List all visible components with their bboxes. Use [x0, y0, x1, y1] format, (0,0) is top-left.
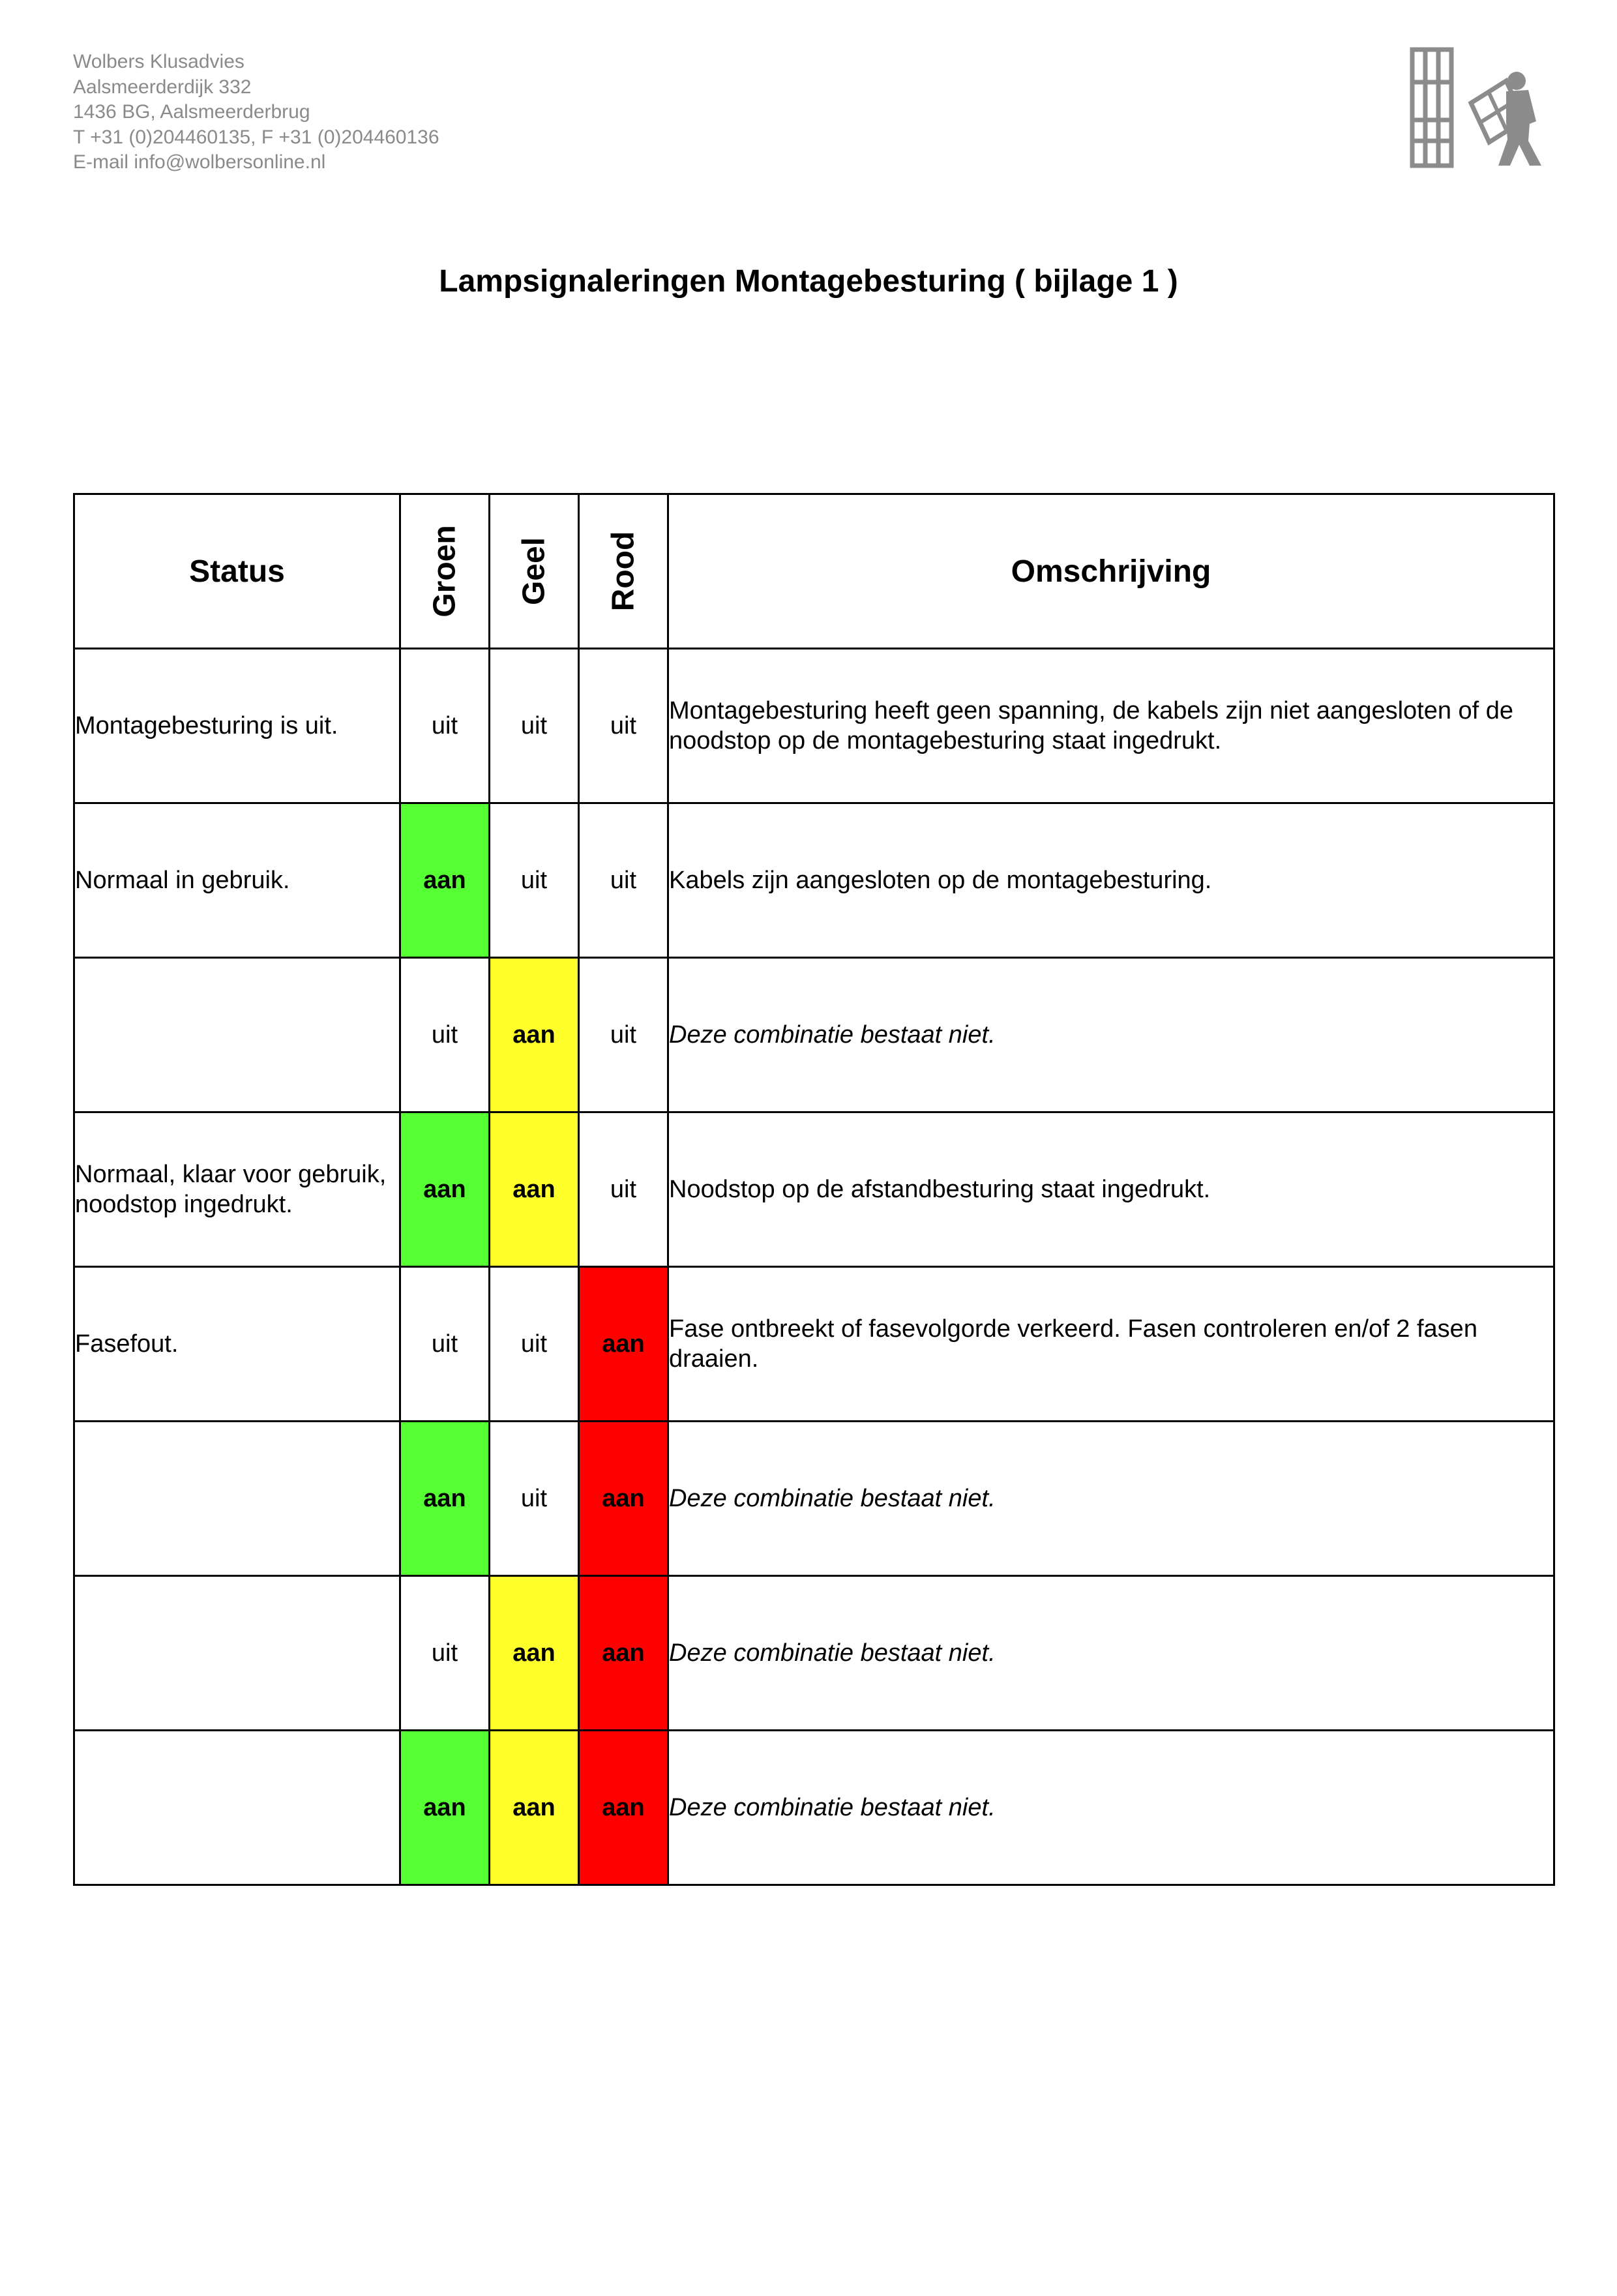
postal-city: 1436 BG, Aalsmeerderbrug	[73, 101, 310, 123]
company-logo	[1408, 43, 1545, 174]
geel-lamp-cell: uit	[490, 649, 579, 803]
street-address: Aalsmeerderdijk 332	[73, 76, 252, 98]
rood-lamp-cell: uit	[579, 958, 668, 1112]
table-header-row	[74, 494, 1554, 649]
geel-lamp-cell: uit	[490, 1422, 579, 1576]
rood-lamp-cell: uit	[579, 1112, 668, 1267]
geel-lamp-cell: aan	[490, 958, 579, 1112]
geel-lamp-cell: aan	[490, 1731, 579, 1885]
geel-lamp-cell: aan	[490, 1112, 579, 1267]
description-cell: Deze combinatie bestaat niet.	[668, 958, 1554, 1112]
table-row	[74, 1576, 1554, 1731]
header-geel-label: Geel	[516, 537, 552, 606]
table-row	[74, 958, 1554, 1112]
table-row	[74, 1731, 1554, 1885]
header-status: Status	[74, 494, 400, 649]
header-groen	[400, 494, 490, 649]
header-rood	[579, 494, 668, 649]
rood-lamp-cell: uit	[579, 803, 668, 958]
groen-lamp-cell: aan	[400, 803, 490, 958]
header-omschrijving: Omschrijving	[668, 494, 1554, 649]
status-cell: Fasefout.	[74, 1267, 400, 1422]
table-body	[74, 649, 1554, 1885]
groen-lamp-cell: uit	[400, 649, 490, 803]
description-cell: Fase ontbreekt of fasevolgorde verkeerd. Fasen controleren en/of 2 fasen draaien.	[668, 1267, 1554, 1422]
status-cell: Montagebesturing is uit.	[74, 649, 400, 803]
table-row	[74, 803, 1554, 958]
description-cell: Noodstop op de afstandbesturing staat ingedrukt.	[668, 1112, 1554, 1267]
description-cell: Deze combinatie bestaat niet.	[668, 1731, 1554, 1885]
table-row	[74, 1422, 1554, 1576]
rood-lamp-cell: aan	[579, 1422, 668, 1576]
header-rood-label: Rood	[606, 531, 641, 612]
company-name: Wolbers Klusadvies	[73, 51, 245, 72]
description-cell: Montagebesturing heeft geen spanning, de kabels zijn niet aangesloten of de noodstop op de montagebesturing staat ingedrukt.	[668, 649, 1554, 803]
email-line: E-mail info@wolbersonline.nl	[73, 151, 326, 173]
description-cell: Deze combinatie bestaat niet.	[668, 1576, 1554, 1731]
rood-lamp-cell: aan	[579, 1731, 668, 1885]
groen-lamp-cell: uit	[400, 958, 490, 1112]
status-cell: Normaal in gebruik.	[74, 803, 400, 958]
groen-lamp-cell: aan	[400, 1731, 490, 1885]
header-groen-label: Groen	[427, 525, 462, 618]
geel-lamp-cell: aan	[490, 1576, 579, 1731]
groen-lamp-cell: aan	[400, 1112, 490, 1267]
phone-fax: T +31 (0)204460135, F +31 (0)204460136	[73, 126, 439, 148]
document-title: Lampsignaleringen Montagebesturing ( bijlage 1 )	[439, 264, 1178, 299]
window-installer-logo-icon	[1408, 43, 1545, 171]
rood-lamp-cell: uit	[579, 649, 668, 803]
company-address	[73, 50, 439, 175]
status-cell	[74, 1422, 400, 1576]
lamp-signal-table	[73, 493, 1555, 1886]
status-cell: Normaal, klaar voor gebruik, noodstop ingedrukt.	[74, 1112, 400, 1267]
groen-lamp-cell: uit	[400, 1576, 490, 1731]
status-cell	[74, 958, 400, 1112]
status-cell	[74, 1731, 400, 1885]
table-row	[74, 1267, 1554, 1422]
rood-lamp-cell: aan	[579, 1267, 668, 1422]
status-cell	[74, 1576, 400, 1731]
geel-lamp-cell: uit	[490, 1267, 579, 1422]
groen-lamp-cell: aan	[400, 1422, 490, 1576]
description-cell: Deze combinatie bestaat niet.	[668, 1422, 1554, 1576]
description-cell: Kabels zijn aangesloten op de montagebesturing.	[668, 803, 1554, 958]
geel-lamp-cell: uit	[490, 803, 579, 958]
table-row	[74, 649, 1554, 803]
table-row	[74, 1112, 1554, 1267]
groen-lamp-cell: uit	[400, 1267, 490, 1422]
header-geel	[490, 494, 579, 649]
rood-lamp-cell: aan	[579, 1576, 668, 1731]
